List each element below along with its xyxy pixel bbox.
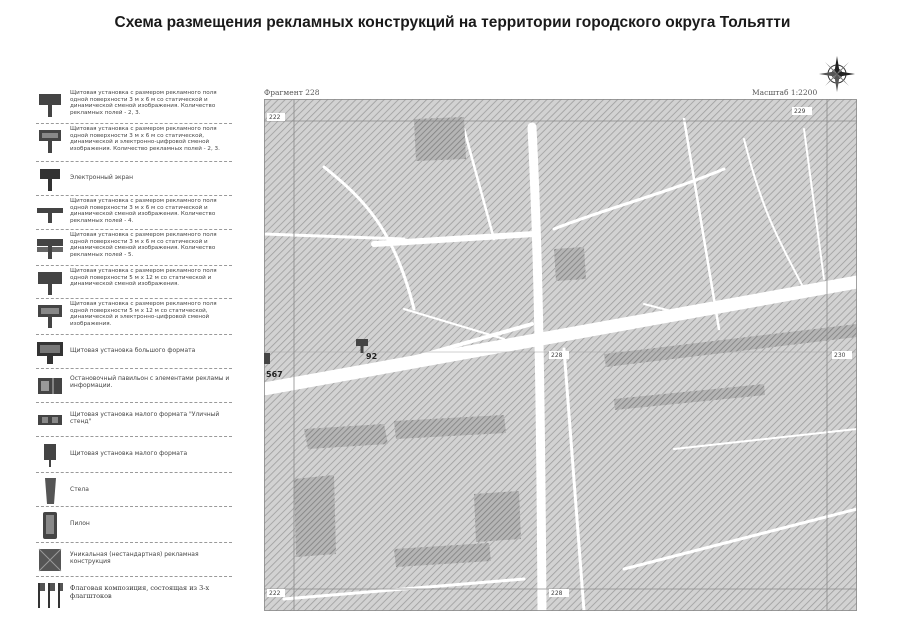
billboard-five-fields-icon <box>36 233 64 263</box>
small-format-billboard-icon <box>36 440 64 470</box>
legend-text: Щитовая установка с размером рекламного поля одной поверхности 3 м х 6 м со статической, динамической и электронно-цифровой сменой изображения. Количество рекламных полей - 2, 3. <box>70 126 220 152</box>
map-fragment <box>264 99 857 611</box>
grid-label-top-right: 229 <box>794 108 806 115</box>
legend-text: Щитовая установка малого формата "Уличный стенд" <box>70 411 220 425</box>
legend-item-billboard-5-fields <box>36 230 232 266</box>
legend-item-flag-composition <box>36 577 232 611</box>
scale-label: Масштаб 1:2200 <box>752 88 818 97</box>
grid-label-center: 228 <box>551 352 563 359</box>
large-digital-billboard-icon <box>36 302 64 332</box>
legend-text: Уникальная (нестандартная) рекламная конструкция <box>70 551 199 565</box>
legend-text: Щитовая установка с размером рекламного поля одной поверхности 3 м х 6 м со статической и динамической сменой изображения. Количество рекламных полей - 2, 3. <box>70 90 217 116</box>
bus-stop-pavilion-icon <box>36 372 64 402</box>
building <box>554 247 586 281</box>
building <box>474 491 521 542</box>
large-format-billboard-icon <box>36 338 64 368</box>
pylon-icon <box>36 510 64 540</box>
legend-item-billboard-5x12 <box>36 266 232 299</box>
flag-composition-icon <box>36 580 64 610</box>
legend-text: Щитовая установка с размером рекламного поля одной поверхности 3 м х 6 м со статической и динамической сменой изображения. Количество рекламных полей - 5. <box>70 232 217 258</box>
legend-text: Щитовая установка с размером рекламного поля одной поверхности 5 м х 12 м со статической и динамической сменой изображения. <box>70 268 217 288</box>
legend-text: Щитовая установка малого формата <box>70 450 188 457</box>
billboard-icon <box>36 91 64 121</box>
electronic-screen-icon <box>36 165 64 195</box>
legend-text: Электронный экран <box>70 174 134 181</box>
marker-number: 92 <box>366 352 378 361</box>
stela-icon <box>36 476 64 506</box>
grid-label-bottom-left: 222 <box>269 590 281 597</box>
legend-item-billboard-3x6-digital <box>36 124 232 162</box>
unique-structure-icon <box>36 546 64 576</box>
page-title: Схема размещения рекламных конструкций на территории городского округа Тольятти <box>114 14 791 31</box>
legend-item-street-stand <box>36 403 232 437</box>
legend-text: Стела <box>70 486 89 493</box>
compass-rose-icon <box>818 55 856 93</box>
legend-text: Щитовая установка с размером рекламного поля одной поверхности 5 м х 12 м со статической, динамической и электронно-цифровой сменой изображения. <box>70 301 217 327</box>
legend-text: Остановочный павильон с элементами рекламы и информации. <box>70 375 230 389</box>
legend-item-electronic-screen <box>36 162 232 196</box>
grid-label-top-left: 222 <box>269 114 281 121</box>
large-billboard-icon <box>36 269 64 299</box>
billboard-marker-icon <box>264 353 270 364</box>
legend-text: Щитовая установка с размером рекламного поля одной поверхности 3 м х 6 м со статической и динамической сменой изображения. Количество рекламных полей - 4. <box>70 198 217 224</box>
billboard-four-fields-icon <box>36 199 64 229</box>
legend-text: Пилон <box>70 520 90 527</box>
legend-item-billboard-5x12-digital <box>36 299 232 335</box>
legend-item-unique-structure <box>36 543 232 577</box>
legend-item-large-format <box>36 335 232 369</box>
grid-label-right: 230 <box>834 352 846 359</box>
billboard-marker-icon <box>356 339 368 346</box>
marker-number: 567 <box>266 370 283 379</box>
legend-text: Щитовая установка большого формата <box>70 347 196 354</box>
legend-text: Флаговая композиция, состоящая из 3-х флагштоков <box>70 584 210 600</box>
legend-item-billboard-4-fields <box>36 196 232 230</box>
grid-label-bottom-center: 228 <box>551 590 563 597</box>
building <box>414 117 466 161</box>
fragment-label: Фрагмент 228 <box>264 88 320 97</box>
street-stand-icon <box>36 406 64 436</box>
legend-item-pylon <box>36 507 232 543</box>
legend-item-billboard-3x6 <box>36 88 232 124</box>
legend-item-bus-stop <box>36 369 232 403</box>
building <box>294 475 336 557</box>
legend <box>36 88 232 628</box>
legend-item-small-format <box>36 437 232 473</box>
legend-item-stela <box>36 473 232 507</box>
digital-billboard-icon <box>36 127 64 157</box>
